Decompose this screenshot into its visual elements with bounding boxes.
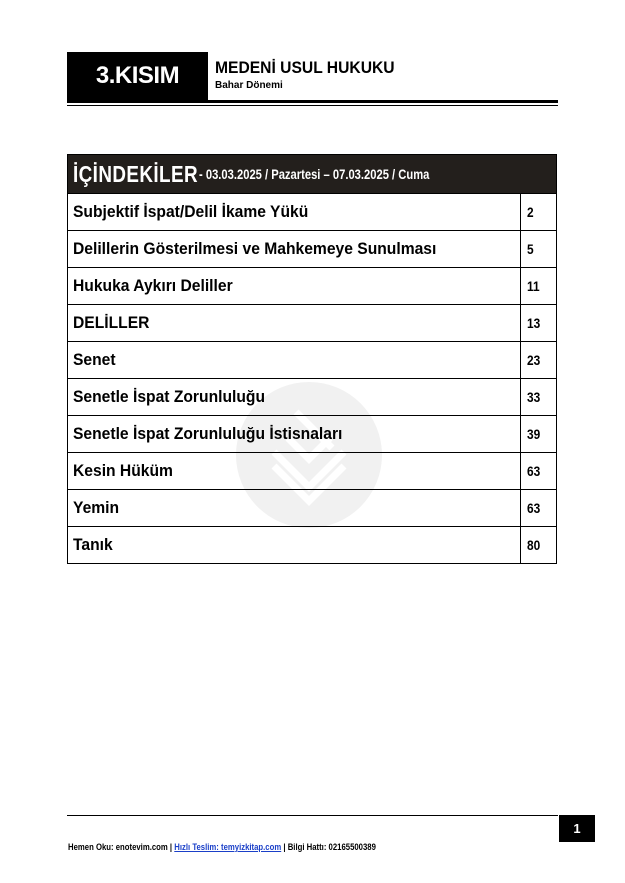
- toc-row-page: [520, 416, 556, 452]
- footer-separator: |: [167, 842, 175, 852]
- toc-row-title-text: Delillerin Gösterilmesi ve Mahkemeye Sunulması: [73, 239, 437, 258]
- toc-row-title: [68, 379, 520, 415]
- toc-row[interactable]: [68, 489, 556, 526]
- toc-row-page: [520, 453, 556, 489]
- toc-row-title: [68, 268, 520, 304]
- header-rule-thick: [67, 100, 558, 103]
- toc-row-page: [520, 268, 556, 304]
- footer-phone: Bilgi Hattı: 02165500389: [287, 842, 376, 852]
- footer-info: [68, 842, 376, 852]
- toc-row-page: [520, 342, 556, 378]
- toc-row-page-number: 11: [527, 278, 540, 294]
- toc-row[interactable]: [68, 415, 556, 452]
- toc-row-title: [68, 416, 520, 452]
- page-number: 1: [559, 815, 595, 842]
- toc-row[interactable]: [68, 193, 556, 230]
- section-label: 3.KISIM: [67, 52, 208, 100]
- footer-rule: [67, 815, 558, 816]
- header-rule-thin: [67, 105, 558, 106]
- toc-row[interactable]: [68, 341, 556, 378]
- toc-row-title-text: Senetle İspat Zorunluluğu İstisnaları: [73, 424, 343, 443]
- toc-header: [68, 155, 556, 193]
- course-title: MEDENİ USUL HUKUKU: [215, 58, 395, 77]
- toc-row-page-number: 39: [527, 426, 541, 442]
- toc-row-title-text: Kesin Hüküm: [73, 461, 173, 480]
- toc-row-page-number: 23: [527, 352, 541, 368]
- toc-row-title-text: Senetle İspat Zorunluluğu: [73, 387, 266, 406]
- toc-row-title-text: Hukuka Aykırı Deliller: [73, 276, 233, 295]
- toc-row-page-number: 2: [527, 204, 534, 220]
- toc-dates: - 03.03.2025 / Pazartesi – 07.03.2025 / Cuma: [199, 166, 430, 182]
- toc-row-page-number: 80: [527, 537, 541, 553]
- toc-table: [67, 154, 557, 564]
- toc-row-title: [68, 231, 520, 267]
- toc-row-page: [520, 379, 556, 415]
- toc-row[interactable]: [68, 526, 556, 563]
- toc-row[interactable]: [68, 267, 556, 304]
- toc-title: İÇİNDEKİLER: [73, 160, 199, 187]
- toc-row-title: [68, 342, 520, 378]
- toc-row-page-number: 5: [527, 241, 534, 257]
- toc-row-title: [68, 305, 520, 341]
- toc-row-page-number: 63: [527, 463, 541, 479]
- toc-row-page: [520, 527, 556, 563]
- footer-read-link[interactable]: Hemen Oku: enotevim.com: [68, 842, 168, 852]
- toc-row-title-text: Yemin: [73, 498, 120, 517]
- toc-row-title-text: Tanık: [73, 535, 113, 554]
- toc-row-title: [68, 490, 520, 526]
- toc-row-title-text: Subjektif İspat/Delil İkame Yükü: [73, 202, 309, 221]
- toc-row-page-number: 13: [527, 315, 541, 331]
- toc-row-title-text: DELİLLER: [73, 313, 150, 332]
- toc-row-page: [520, 231, 556, 267]
- toc-row-page: [520, 305, 556, 341]
- toc-row-page-number: 33: [527, 389, 541, 405]
- toc-row-page: [520, 194, 556, 230]
- toc-row-title: [68, 453, 520, 489]
- term-label: Bahar Dönemi: [215, 80, 283, 91]
- footer-delivery-link[interactable]: Hızlı Teslim: temyizkitap.com: [174, 842, 282, 852]
- toc-row-page-number: 63: [527, 500, 541, 516]
- toc-row[interactable]: [68, 230, 556, 267]
- toc-row-title: [68, 527, 520, 563]
- toc-row[interactable]: [68, 452, 556, 489]
- toc-row-title-text: Senet: [73, 350, 116, 369]
- toc-row[interactable]: [68, 304, 556, 341]
- footer-separator: |: [281, 842, 288, 852]
- toc-row-page: [520, 490, 556, 526]
- toc-row-title: [68, 194, 520, 230]
- toc-row[interactable]: [68, 378, 556, 415]
